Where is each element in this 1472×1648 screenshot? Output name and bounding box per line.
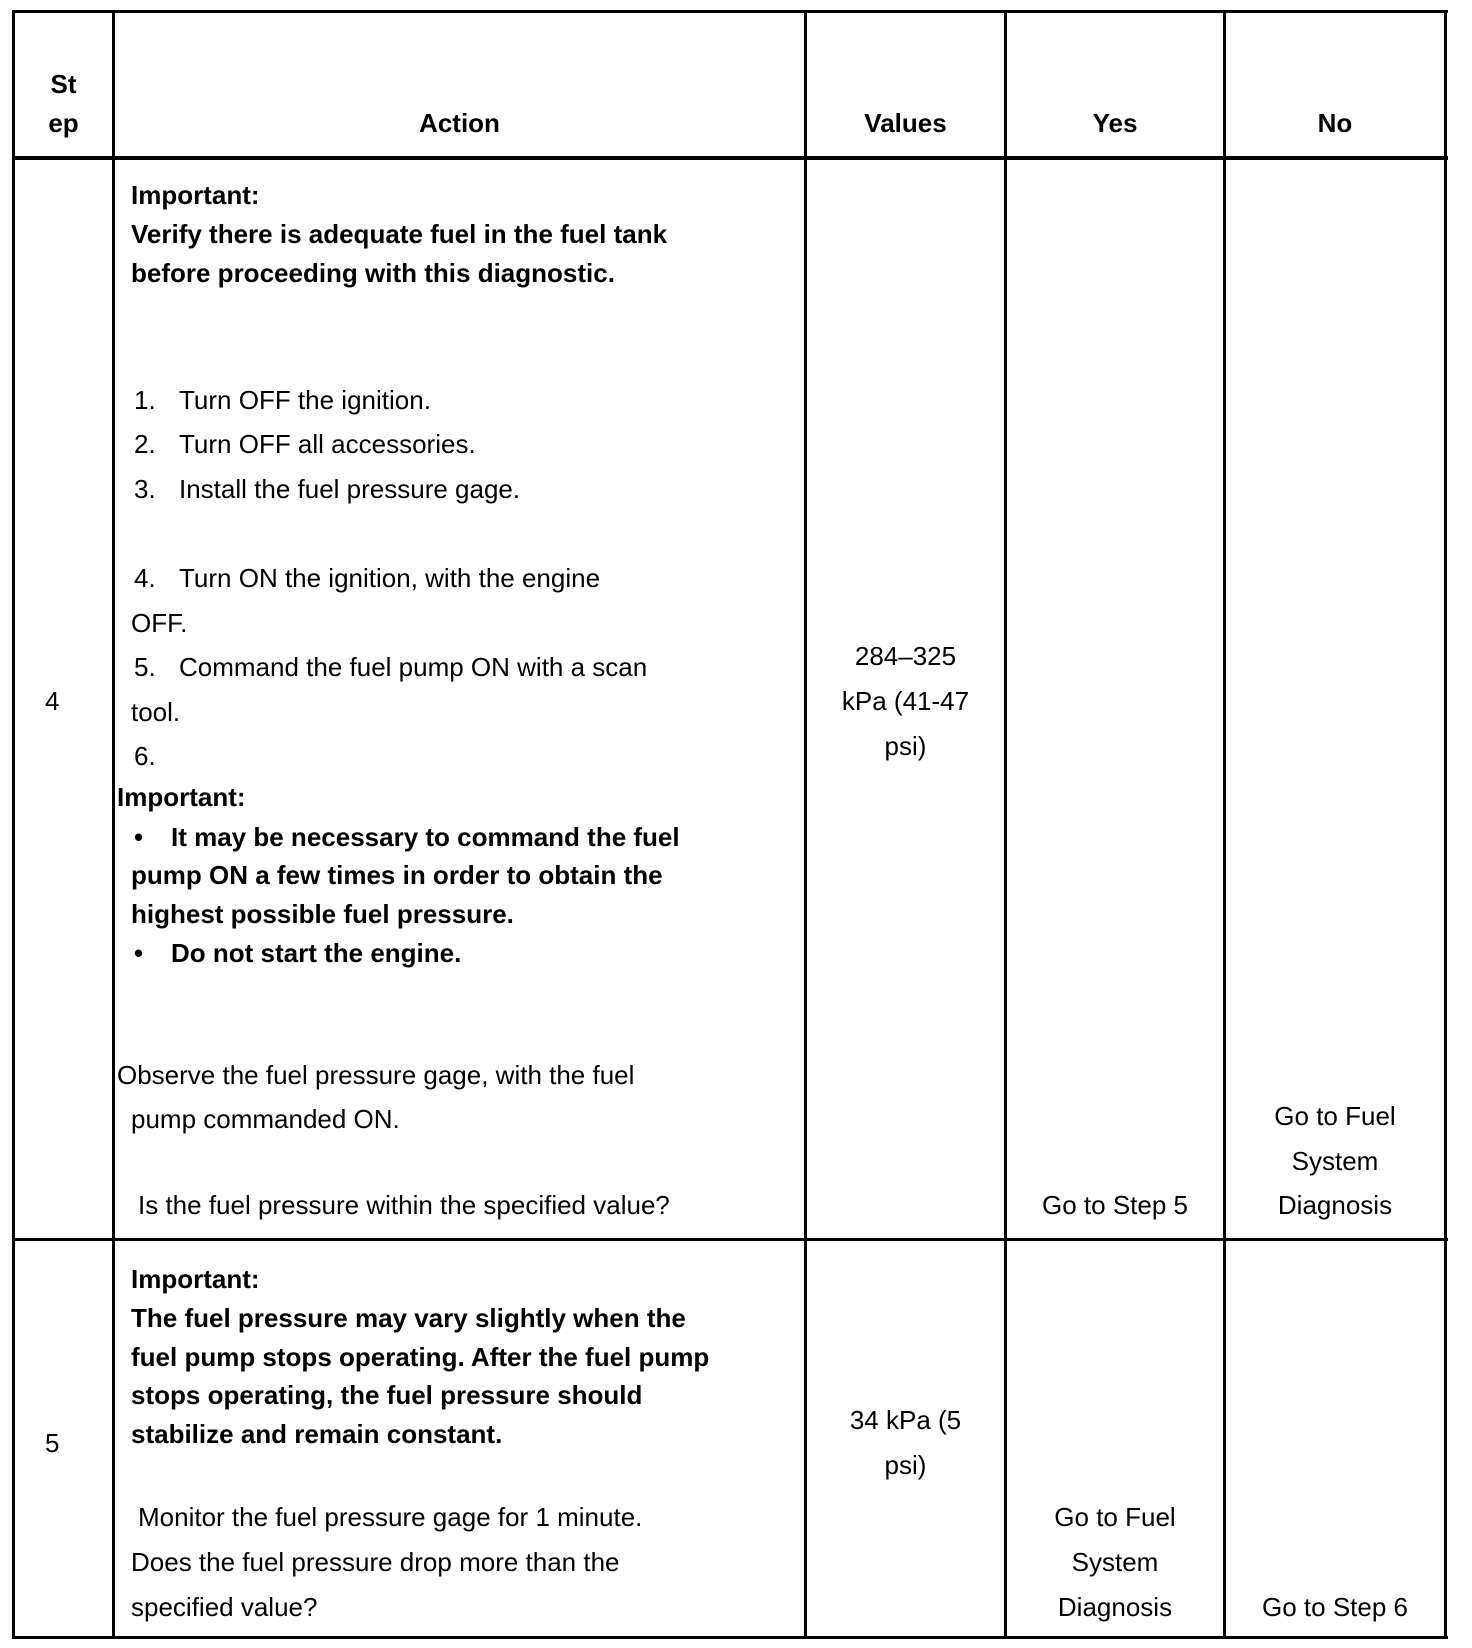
row-4-important-title: Important: bbox=[131, 180, 260, 210]
row-4-value-line: 284–325 bbox=[854, 641, 957, 671]
header-step-line1: St bbox=[50, 69, 77, 99]
col-border-left bbox=[12, 10, 15, 1639]
row-4-bullet-line: It may be necessary to command the fuel bbox=[171, 822, 680, 852]
col-border-values-yes bbox=[1004, 10, 1007, 1639]
row-4-yes-link[interactable]: Go to Step 5 bbox=[1042, 1190, 1188, 1220]
bullet-icon: • bbox=[134, 822, 144, 852]
header-yes: Yes bbox=[1092, 108, 1138, 138]
col-border-right bbox=[1444, 10, 1447, 1639]
row-5-important-line: The fuel pressure may vary slightly when the bbox=[131, 1303, 686, 1333]
row-4-important-line: Verify there is adequate fuel in the fuel tank bbox=[131, 219, 668, 249]
row-4-step-text: Command the fuel pump ON with a scan bbox=[179, 652, 648, 682]
table-top-border bbox=[12, 10, 1448, 13]
row-5-yes-link-line[interactable]: Go to Fuel bbox=[1054, 1502, 1176, 1532]
row-5-important-line: stops operating, the fuel pressure should bbox=[131, 1380, 643, 1410]
row-5-yes-link-line[interactable]: System bbox=[1071, 1547, 1159, 1577]
row-5-value-line: 34 kPa (5 bbox=[849, 1405, 962, 1435]
row-4-step-num: 6. bbox=[134, 741, 156, 771]
header-no: No bbox=[1317, 108, 1353, 138]
row-4-important2-title: Important: bbox=[117, 782, 246, 812]
row-4-step-cont: OFF. bbox=[131, 608, 188, 638]
row-4-step-cont: tool. bbox=[131, 697, 181, 727]
header-action: Action bbox=[419, 108, 500, 138]
row-4-question: Is the fuel pressure within the specified value? bbox=[138, 1190, 670, 1220]
row-4-observe-line: Observe the fuel pressure gage, with the fuel bbox=[117, 1060, 635, 1090]
row-4-important-line: before proceeding with this diagnostic. bbox=[131, 258, 615, 288]
row-4-step-text: Turn OFF the ignition. bbox=[179, 385, 431, 415]
col-border-step-action bbox=[112, 10, 115, 1639]
row-5-step: 5 bbox=[45, 1428, 60, 1458]
row-4-step: 4 bbox=[45, 686, 60, 716]
header-bottom-border bbox=[12, 156, 1448, 160]
col-border-yes-no bbox=[1223, 10, 1226, 1639]
row-4-bullet-line: Do not start the engine. bbox=[171, 938, 462, 968]
bullet-icon: • bbox=[134, 938, 144, 968]
row-4-bullet-line: highest possible fuel pressure. bbox=[131, 899, 514, 929]
row-divider bbox=[12, 1238, 1448, 1241]
row-4-no-link-line[interactable]: Diagnosis bbox=[1277, 1190, 1393, 1220]
row-5-no-link[interactable]: Go to Step 6 bbox=[1262, 1592, 1408, 1622]
row-4-no-link-line[interactable]: Go to Fuel bbox=[1274, 1101, 1396, 1131]
row-4-step-text: Turn OFF all accessories. bbox=[179, 429, 476, 459]
row-4-step-num: 1. bbox=[134, 385, 156, 415]
row-5-yes-link-line[interactable]: Diagnosis bbox=[1057, 1592, 1173, 1622]
row-5-question-line: specified value? bbox=[131, 1592, 318, 1622]
row-4-step-text: Install the fuel pressure gage. bbox=[179, 474, 521, 504]
row-4-value-line: psi) bbox=[884, 731, 927, 761]
header-step-line2: ep bbox=[48, 108, 79, 138]
row-4-no-link-line[interactable]: System bbox=[1291, 1146, 1379, 1176]
row-5-value-line: psi) bbox=[884, 1450, 927, 1480]
row-4-step-num: 5. bbox=[134, 652, 156, 682]
row-4-value-line: kPa (41-47 bbox=[841, 686, 970, 716]
row-5-monitor: Monitor the fuel pressure gage for 1 minute. bbox=[138, 1502, 643, 1532]
row-5-important-line: fuel pump stops operating. After the fuel pump bbox=[131, 1342, 710, 1372]
row-4-step-num: 4. bbox=[134, 563, 156, 593]
col-border-action-values bbox=[804, 10, 807, 1639]
row-5-important-title: Important: bbox=[131, 1264, 260, 1294]
row-4-step-num: 2. bbox=[134, 429, 156, 459]
row-4-step-num: 3. bbox=[134, 474, 156, 504]
row-4-step-text: Turn ON the ignition, with the engine bbox=[179, 563, 601, 593]
row-4-observe-line: pump commanded ON. bbox=[131, 1104, 400, 1134]
row-5-question-line: Does the fuel pressure drop more than the bbox=[131, 1547, 620, 1577]
header-values: Values bbox=[864, 108, 947, 138]
table-bottom-border bbox=[12, 1636, 1448, 1639]
row-5-important-line: stabilize and remain constant. bbox=[131, 1419, 503, 1449]
row-4-bullet-line: pump ON a few times in order to obtain the bbox=[131, 860, 663, 890]
